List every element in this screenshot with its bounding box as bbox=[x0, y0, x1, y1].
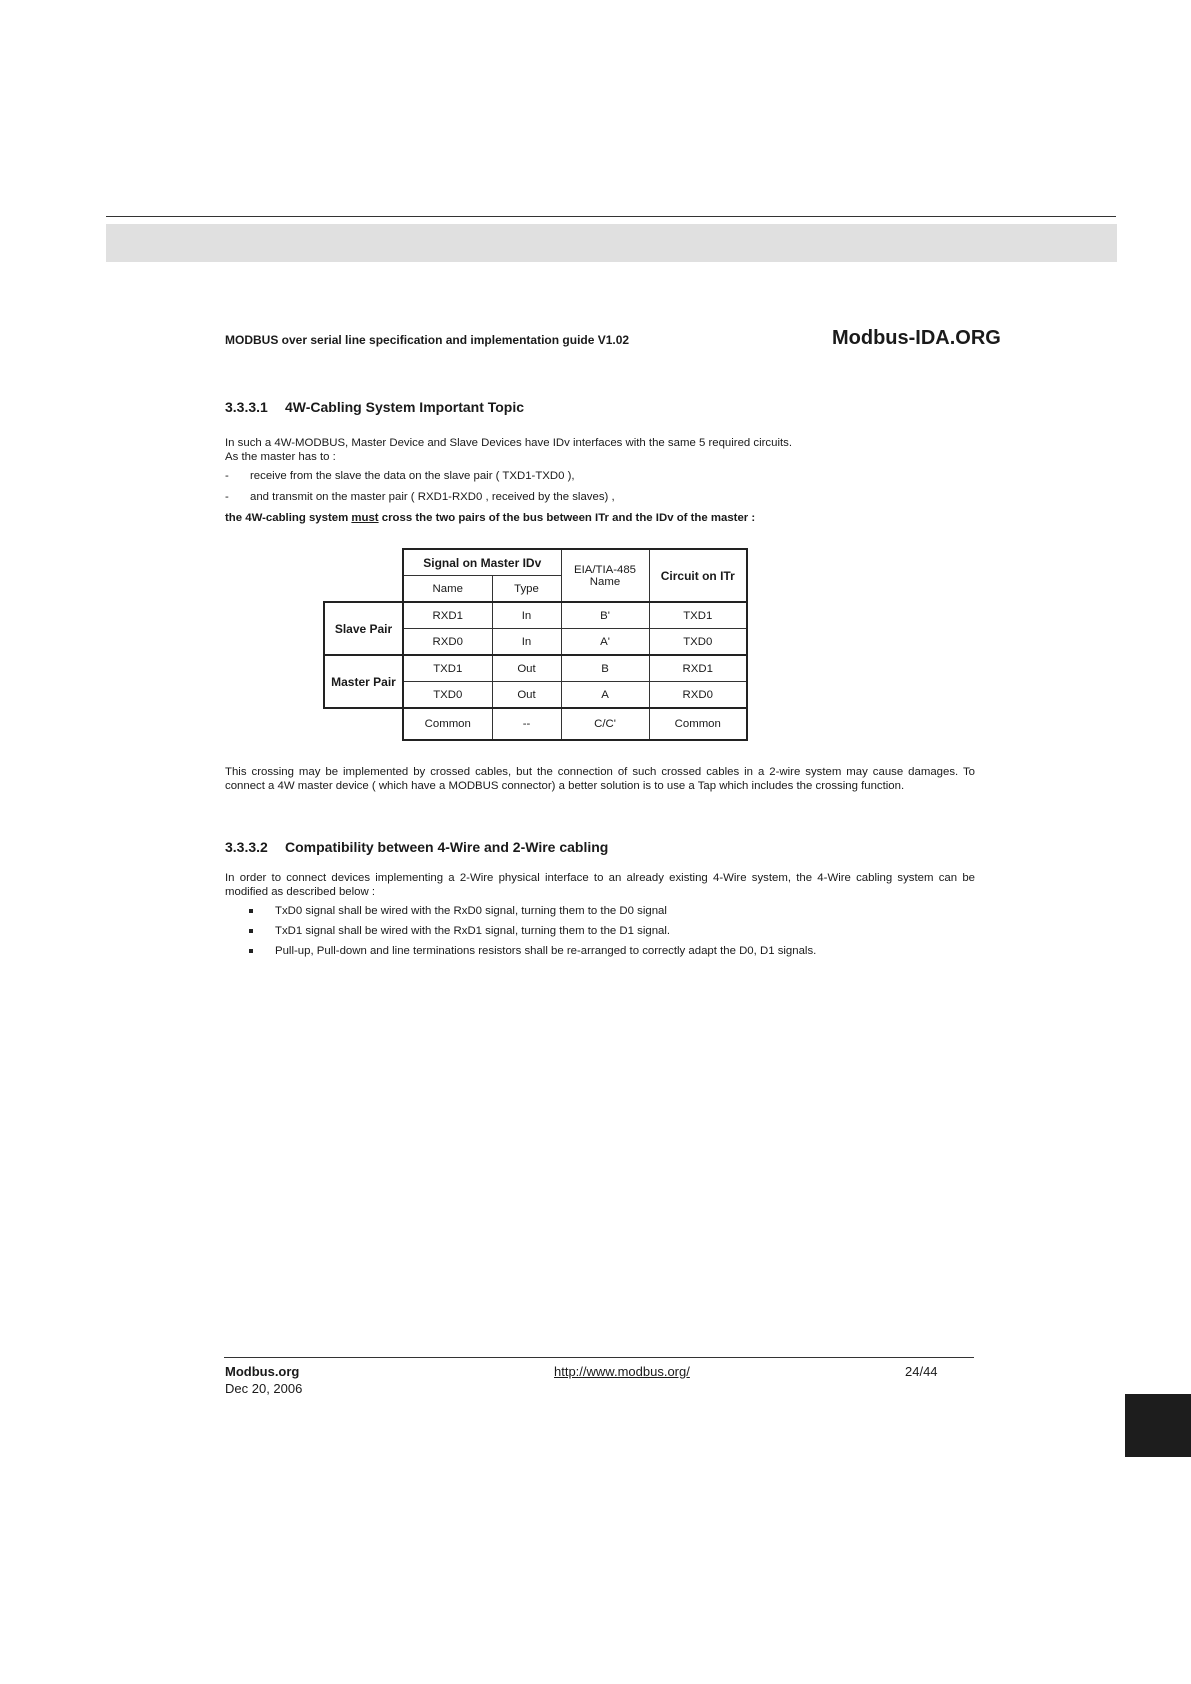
cell-type: In bbox=[492, 629, 561, 656]
emphasis-text: the 4W-cabling system bbox=[225, 512, 352, 524]
group-master-pair: Master Pair bbox=[324, 655, 403, 708]
intro-line: As the master has to : bbox=[225, 451, 336, 463]
cell-type: In bbox=[492, 602, 561, 629]
header-signal-on-master: Signal on Master IDv bbox=[403, 549, 561, 576]
cell-circuit: RXD0 bbox=[649, 682, 747, 709]
cell-name: TXD1 bbox=[403, 655, 492, 682]
footer-url-link[interactable]: http://www.modbus.org/ bbox=[554, 1364, 690, 1379]
bullet-text: TxD1 signal shall be wired with the RxD1 signal, turning them to the D1 signal. bbox=[275, 925, 671, 937]
emphasis-line bbox=[225, 511, 755, 525]
section-heading-compatibility bbox=[225, 839, 608, 855]
bullet-text: Pull-up, Pull-down and line terminations resistors shall be re-arranged to correctly adapt the D0, D1 signals. bbox=[275, 945, 817, 957]
organization-logo: Modbus-IDA.ORG bbox=[832, 327, 1001, 349]
dash-item-text: and transmit on the master pair ( RXD1-RXD0 , received by the slaves) , bbox=[250, 491, 615, 503]
section-title: 4W-Cabling System Important Topic bbox=[285, 399, 525, 415]
section-heading-4w-cabling bbox=[225, 399, 524, 415]
cell-eia: C/C' bbox=[561, 708, 649, 740]
cell-eia: B' bbox=[561, 602, 649, 629]
header-eia-line: EIA/TIA-485 bbox=[573, 563, 637, 576]
cell-name: RXD1 bbox=[403, 602, 492, 629]
bullet-marker bbox=[249, 949, 253, 953]
table-row bbox=[324, 602, 747, 629]
dash-marker: - bbox=[225, 470, 229, 482]
section-number: 3.3.3.2 bbox=[225, 839, 268, 855]
crossing-paragraph: This crossing may be implemented by crossed cables, but the connection of such crossed cables in a 2-wire system may cause damages. To connect a 4W master device ( which have a MODBUS connector) a better solution is to use a Tap which includes the crossing function. bbox=[225, 766, 975, 792]
page-edge-tab bbox=[1125, 1394, 1191, 1457]
cell-name: Common bbox=[403, 708, 492, 740]
document-title: MODBUS over serial line specification and implementation guide V1.02 bbox=[225, 333, 630, 347]
emphasis-must: must bbox=[351, 512, 379, 524]
intro-paragraph bbox=[225, 436, 792, 464]
subheader-name: Name bbox=[403, 576, 492, 603]
table-row bbox=[324, 655, 747, 682]
top-divider bbox=[106, 216, 1116, 217]
cell-type: Out bbox=[492, 682, 561, 709]
dash-item-text: receive from the slave the data on the slave pair ( TXD1-TXD0 ), bbox=[250, 470, 575, 482]
group-slave-pair: Slave Pair bbox=[324, 602, 403, 655]
cell-type: -- bbox=[492, 708, 561, 740]
page-number: 24/44 bbox=[905, 1364, 938, 1379]
bullet-marker bbox=[249, 909, 253, 913]
cell-name: TXD0 bbox=[403, 682, 492, 709]
footer-organization: Modbus.org bbox=[225, 1364, 300, 1379]
section-title: Compatibility between 4-Wire and 2-Wire cabling bbox=[285, 839, 609, 855]
table-header-row bbox=[324, 549, 747, 576]
dash-marker: - bbox=[225, 491, 229, 503]
header-eia-line: Name bbox=[589, 575, 621, 588]
subheader-type: Type bbox=[492, 576, 561, 603]
emphasis-text: cross the two pairs of the bus between ITr and the IDv of the master : bbox=[378, 512, 756, 524]
header-band bbox=[106, 224, 1117, 262]
cell-circuit: Common bbox=[649, 708, 747, 740]
cell-circuit: TXD0 bbox=[649, 629, 747, 656]
cell-circuit: RXD1 bbox=[649, 655, 747, 682]
cell-eia: A' bbox=[561, 629, 649, 656]
bullet-text: TxD0 signal shall be wired with the RxD0 signal, turning them to the D0 signal bbox=[275, 905, 667, 917]
cell-circuit: TXD1 bbox=[649, 602, 747, 629]
cell-eia: B bbox=[561, 655, 649, 682]
section-number: 3.3.3.1 bbox=[225, 399, 268, 415]
footer-date: Dec 20, 2006 bbox=[225, 1381, 303, 1396]
cell-name: RXD0 bbox=[403, 629, 492, 656]
footer-divider bbox=[224, 1357, 974, 1358]
compatibility-intro: In order to connect devices implementing a 2-Wire physical interface to an already existing 4-Wire system, the 4-Wire cabling system can be modified as described below : bbox=[225, 872, 975, 898]
cell-eia: A bbox=[561, 682, 649, 709]
header-eia-name bbox=[561, 549, 649, 602]
header-circuit-on-itr: Circuit on ITr bbox=[649, 549, 747, 602]
intro-line: In such a 4W-MODBUS, Master Device and Slave Devices have IDv interfaces with the same 5 required circuits. bbox=[225, 437, 793, 449]
cell-type: Out bbox=[492, 655, 561, 682]
signal-table bbox=[323, 548, 748, 741]
bullet-marker bbox=[249, 929, 253, 933]
table-row bbox=[324, 708, 747, 740]
